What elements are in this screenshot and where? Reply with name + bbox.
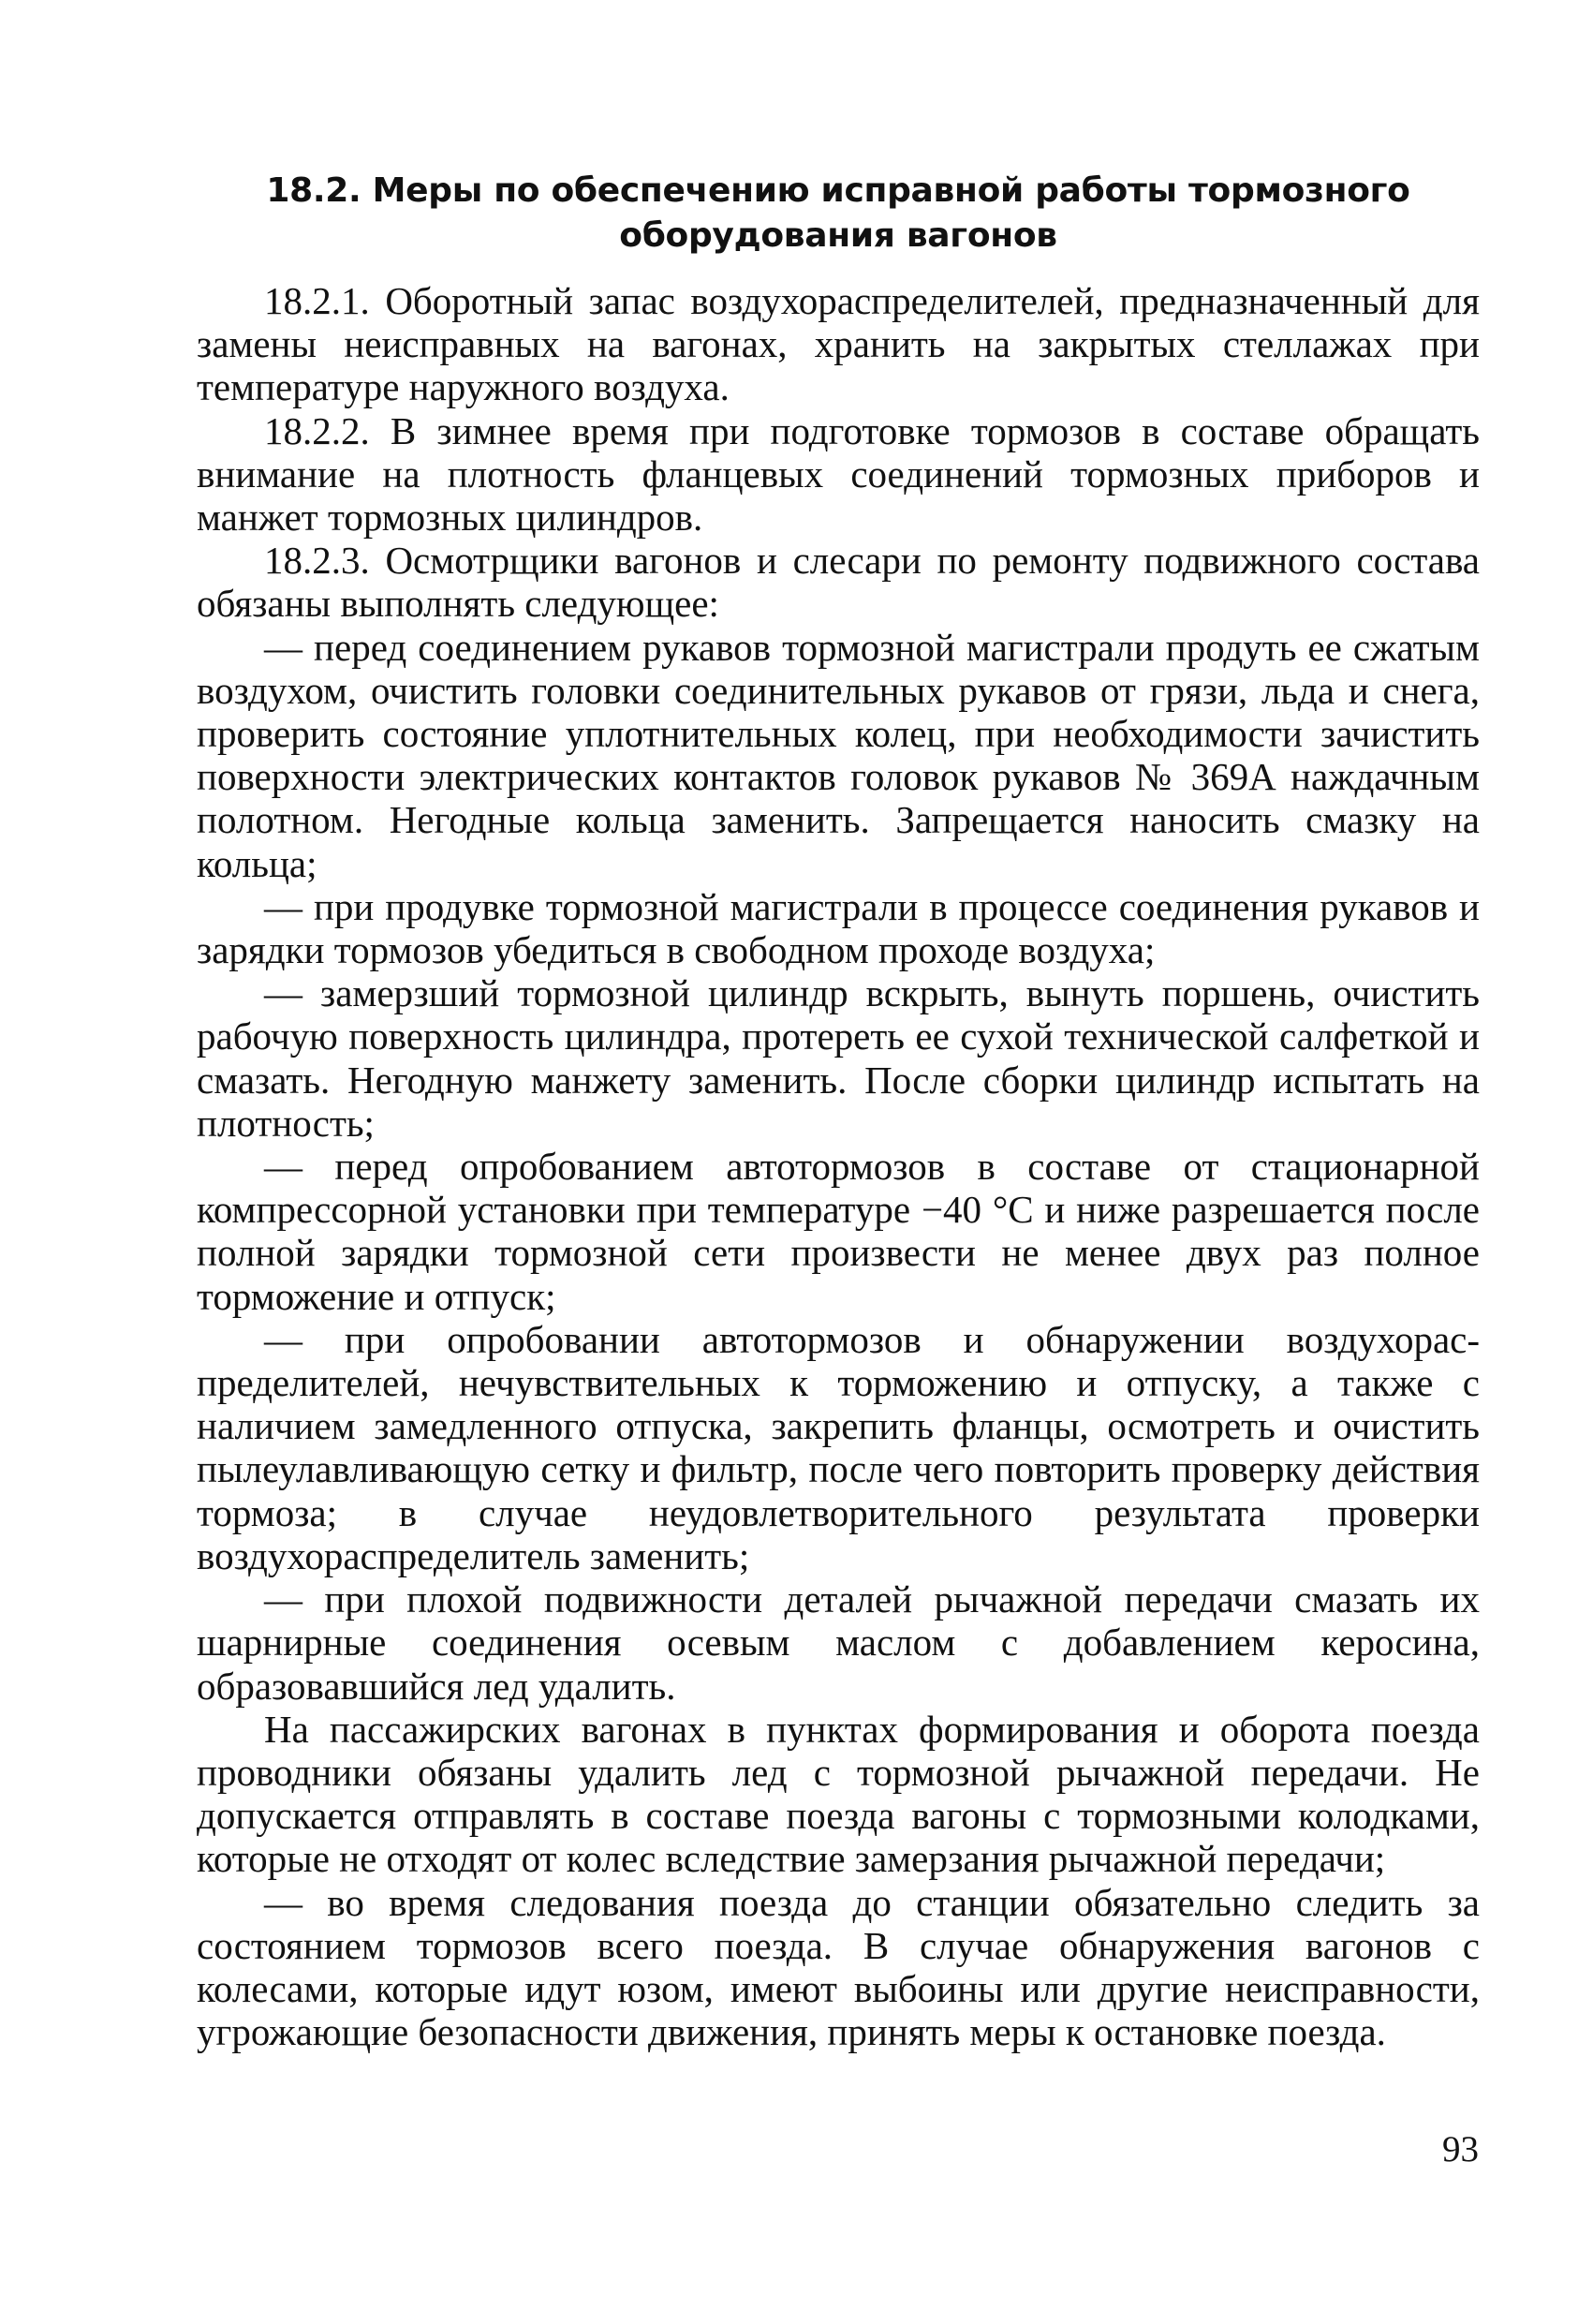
page-number: 93 xyxy=(1442,2129,1479,2169)
paragraph-passenger-cars: На пассажирских вагонах в пунктах формирования и оборота поезда проводники обязаны удалить лед с тормозной рычажной передачи. Не допускается отправлять в составе поезда вагоны с тормозными колодками, которые не отходят от колес вследствие замерзания рычажной передачи; xyxy=(197,1707,1480,1881)
document-page xyxy=(197,169,1480,2053)
section-heading xyxy=(197,169,1480,259)
list-item-hose-connection: — перед соединением рукавов тормозной магистрали продуть ее сжатым воздухом, очистить головки соединительных рукавов от грязи, льда и снега, проверить состояние уплотнительных колец, при необходимости зачистить поверхности электрических контактов головок рукавов № 369А наждачным полотном. Негодные кольца заменить. Запрещается наносить смазку на кольца; xyxy=(197,625,1480,885)
list-item-brake-testing-cold: — перед опробованием автотормозов в составе от стационарной компрессорной установки при температуре −40 °С и ниже разрешается после полной зарядки тормозной сети произвести не менее двух раз полное торможение и отпуск; xyxy=(197,1145,1480,1318)
list-item-brake-line-purge: — при продувке тормозной магистрали в процессе соединения рукавов и зарядки тормозов убедиться в свободном проходе воздуха; xyxy=(197,884,1480,972)
list-item-frozen-cylinder: — замерзший тормозной цилиндр вскрыть, вынуть поршень, очистить рабочую поверхность цилиндра, протереть ее сухой технической салфеткой и смазать. Негодную манжету заменить. После сборки цилиндр испытать на плотность; xyxy=(197,971,1480,1145)
list-item-linkage-lubrication: — при плохой подвижности деталей рычажной передачи смазать их шарнирные соединения осевым маслом с добавлением керосина, образовавшийся лед удалить. xyxy=(197,1577,1480,1708)
paragraph-18-2-3: 18.2.3. Осмотрщики вагонов и слесари по ремонту подвижного состава обязаны выполнять следующее: xyxy=(197,539,1480,626)
section-heading-line-1: 18.2. Меры по обеспечению исправной работы тормозного xyxy=(266,171,1410,210)
section-heading-line-2: оборудования вагонов xyxy=(619,216,1057,255)
list-item-train-monitoring: — во время следования поезда до станции обязательно следить за состоянием тормозов всего поезда. В случае обнаружения вагонов с колесами, которые идут юзом, имеют выбоины или другие неисправности, угрожающие безопасности движения, принять меры к остановке поезда. xyxy=(197,1880,1480,2054)
paragraph-18-2-2: 18.2.2. В зимнее время при подготовке тормозов в составе обращать внимание на плотность фланцевых соединений тормозных приборов и манжет тормозных цилиндров. xyxy=(197,408,1480,540)
body-text xyxy=(197,279,1480,2053)
list-item-distributor-check: — при опробовании автотормозов и обнаружении воздухораспределителей, нечувствительных к торможению и отпуску, а также с наличием замедленного отпуска, закрепить фланцы, осмотреть и очистить пылеулавливающую сетку и фильтр, после чего повторить проверку действия тормоза; в случае неудовлетворительного результата проверки воздухораспределитель заменить; xyxy=(197,1317,1480,1577)
paragraph-18-2-1: 18.2.1. Оборотный запас воздухораспределителей, предназначенный для замены неисправных на вагонах, хранить на закрытых стеллажах при температуре наружного воздуха. xyxy=(197,279,1480,409)
